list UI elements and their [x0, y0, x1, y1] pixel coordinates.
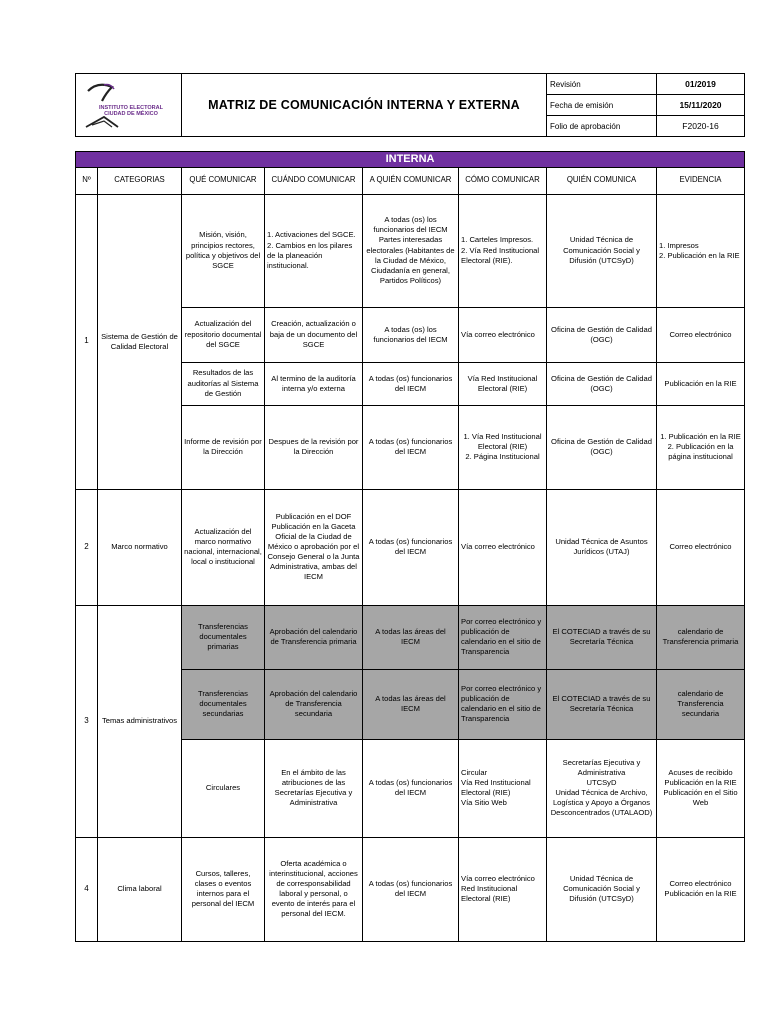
- cell-como: Vía Red Institucional Electoral (RIE): [459, 362, 547, 405]
- cell-quien: Unidad Técnica de Asuntos Jurídicos (UTAJ): [547, 489, 657, 605]
- cell-a-quien: A todas las áreas del IECM: [363, 669, 459, 739]
- cell-quien: Oficina de Gestión de Calidad (OGC): [547, 362, 657, 405]
- meta-label-emission: Fecha de emisión: [547, 95, 657, 116]
- group-category: Marco normativo: [98, 489, 182, 605]
- logo-line-2: CIUDAD DE MÉXICO: [104, 110, 158, 117]
- cell-evidencia: Correo electrónico: [657, 489, 745, 605]
- cell-cuando: Al termino de la auditoría interna y/o externa: [265, 362, 363, 405]
- cell-que: Actualización del repositorio documental del SGCE: [182, 307, 265, 362]
- cell-como: Por correo electrónico y publicación de calendario en el sitio de Transparencia: [459, 605, 547, 669]
- cell-que: Informe de revisión por la Dirección: [182, 405, 265, 489]
- cell-que: Transferencias documentales primarias: [182, 605, 265, 669]
- cell-como: Vía correo electrónico: [459, 307, 547, 362]
- cell-cuando: Publicación en el DOF Publicación en la Gaceta Oficial de la Ciudad de México o aprobación por el Consejo General o la Junta Administrativa, ambas del IECM: [265, 489, 363, 605]
- cell-que: Cursos, talleres, clases o eventos internos para el personal del IECM: [182, 837, 265, 941]
- cell-a-quien: A todas (os) funcionarios del IECM: [363, 837, 459, 941]
- cell-quien: Oficina de Gestión de Calidad (OGC): [547, 405, 657, 489]
- cell-a-quien: A todas (os) funcionarios del IECM: [363, 489, 459, 605]
- cell-quien: Oficina de Gestión de Calidad (OGC): [547, 307, 657, 362]
- table-row: [76, 837, 745, 941]
- document-header: [75, 73, 745, 137]
- cell-como: Circular Vía Red Institucional Electoral (RIE) Vía Sitio Web: [459, 739, 547, 837]
- cell-cuando: Aprobación del calendario de Transferencia secundaria: [265, 669, 363, 739]
- group-number: 3: [76, 605, 98, 837]
- col-header-num: Nº: [76, 167, 98, 194]
- cell-quien: Unidad Técnica de Comunicación Social y Difusión (UTCSyD): [547, 194, 657, 307]
- cell-como: 1. Vía Red Institucional Electoral (RIE) 2. Página Institucional: [459, 405, 547, 489]
- col-header-como: CÓMO COMUNICAR: [459, 167, 547, 194]
- cell-quien: Unidad Técnica de Comunicación Social y Difusión (UTCSyD): [547, 837, 657, 941]
- meta-label-revision: Revisión: [547, 74, 657, 95]
- group-category: Sistema de Gestión de Calidad Electoral: [98, 194, 182, 489]
- table-row: [76, 489, 745, 605]
- cell-como: Por correo electrónico y publicación de calendario en el sitio de Transparencia: [459, 669, 547, 739]
- cell-evidencia: calendario de Transferencia secundaria: [657, 669, 745, 739]
- logo-line-1: INSTITUTO ELECTORAL: [99, 104, 163, 111]
- cell-a-quien: A todas (os) los funcionarios del IECM Partes interesadas electorales (Habitantes de la Ciudad de México, Ciudadanía en general, Partidos Políticos): [363, 194, 459, 307]
- matrix-body: [76, 194, 745, 941]
- cell-que: Resultados de las auditorías al Sistema de Gestión: [182, 362, 265, 405]
- communication-matrix: [75, 151, 745, 942]
- group-number: 2: [76, 489, 98, 605]
- cell-evidencia: 1. Impresos 2. Publicación en la RIE: [657, 194, 745, 307]
- cell-quien: El COTECIAD a través de su Secretaría Técnica: [547, 605, 657, 669]
- cell-que: Transferencias documentales secundarias: [182, 669, 265, 739]
- cell-cuando: 1. Activaciones del SGCE. 2. Cambios en los pilares de la planeación institucional.: [265, 194, 363, 307]
- col-header-categorias: CATEGORIAS: [98, 167, 182, 194]
- col-header-a-quien: A QUIÉN COMUNICAR: [363, 167, 459, 194]
- cell-a-quien: A todas (os) funcionarios del IECM: [363, 405, 459, 489]
- cell-a-quien: A todas (os) funcionarios del IECM: [363, 739, 459, 837]
- cell-cuando: En el ámbito de las atribuciones de las Secretarías Ejecutiva y Administrativa: [265, 739, 363, 837]
- cell-evidencia: Acuses de recibido Publicación en la RIE Publicación en el Sitio Web: [657, 739, 745, 837]
- logo-cell: [76, 74, 182, 137]
- cell-cuando: Creación, actualización o baja de un documento del SGCE: [265, 307, 363, 362]
- cell-que: Actualización del marco normativo nacional, internacional, local o institucional: [182, 489, 265, 605]
- logo-text: [96, 105, 166, 118]
- cell-evidencia: Correo electrónico Publicación en la RIE: [657, 837, 745, 941]
- col-header-cuando: CUÁNDO COMUNICAR: [265, 167, 363, 194]
- cell-cuando: Despues de la revisión por la Dirección: [265, 405, 363, 489]
- cell-quien: Secretarías Ejecutiva y Administrativa UTCSyD Unidad Técnica de Archivo, Logística y Apoyo a Órganos Desconcentrados (UTALAOD): [547, 739, 657, 837]
- cell-evidencia: Correo electrónico: [657, 307, 745, 362]
- cell-a-quien: A todas (os) funcionarios del IECM: [363, 362, 459, 405]
- cell-a-quien: A todas (os) los funcionarios del IECM: [363, 307, 459, 362]
- group-category: Temas administrativos: [98, 605, 182, 837]
- table-row: [76, 605, 745, 669]
- cell-evidencia: Publicación en la RIE: [657, 362, 745, 405]
- cell-cuando: Aprobación del calendario de Transferencia primaria: [265, 605, 363, 669]
- cell-como: Vía correo electrónico Red Institucional Electoral (RIE): [459, 837, 547, 941]
- cell-que: Misión, visión, principios rectores, política y objetivos del SGCE: [182, 194, 265, 307]
- group-number: 1: [76, 194, 98, 489]
- document-title: MATRIZ DE COMUNICACIÓN INTERNA Y EXTERNA: [182, 74, 547, 137]
- col-header-que: QUÉ COMUNICAR: [182, 167, 265, 194]
- cell-como: Vía correo electrónico: [459, 489, 547, 605]
- meta-value-emission: 15/11/2020: [657, 95, 745, 116]
- cell-cuando: Oferta académica o interinstitucional, acciones de corresponsabilidad laboral y personal, o evento de interés para el personal del IECM.: [265, 837, 363, 941]
- meta-value-revision: 01/2019: [657, 74, 745, 95]
- col-header-evidencia: EVIDENCIA: [657, 167, 745, 194]
- col-header-quien: QUIÉN COMUNICA: [547, 167, 657, 194]
- section-title: INTERNA: [76, 152, 745, 168]
- group-number: 4: [76, 837, 98, 941]
- meta-label-folio: Folio de aprobación: [547, 116, 657, 137]
- cell-a-quien: A todas las áreas del IECM: [363, 605, 459, 669]
- cell-que: Circulares: [182, 739, 265, 837]
- cell-como: 1. Carteles Impresos. 2. Vía Red Institucional Electoral (RIE).: [459, 194, 547, 307]
- meta-value-folio: F2020-16: [657, 116, 745, 137]
- iecm-logo: [76, 75, 181, 136]
- cell-evidencia: calendario de Transferencia primaria: [657, 605, 745, 669]
- cell-quien: El COTECIAD a través de su Secretaría Técnica: [547, 669, 657, 739]
- group-category: Clima laboral: [98, 837, 182, 941]
- table-row: [76, 194, 745, 307]
- cell-evidencia: 1. Publicación en la RIE 2. Publicación en la página institucional: [657, 405, 745, 489]
